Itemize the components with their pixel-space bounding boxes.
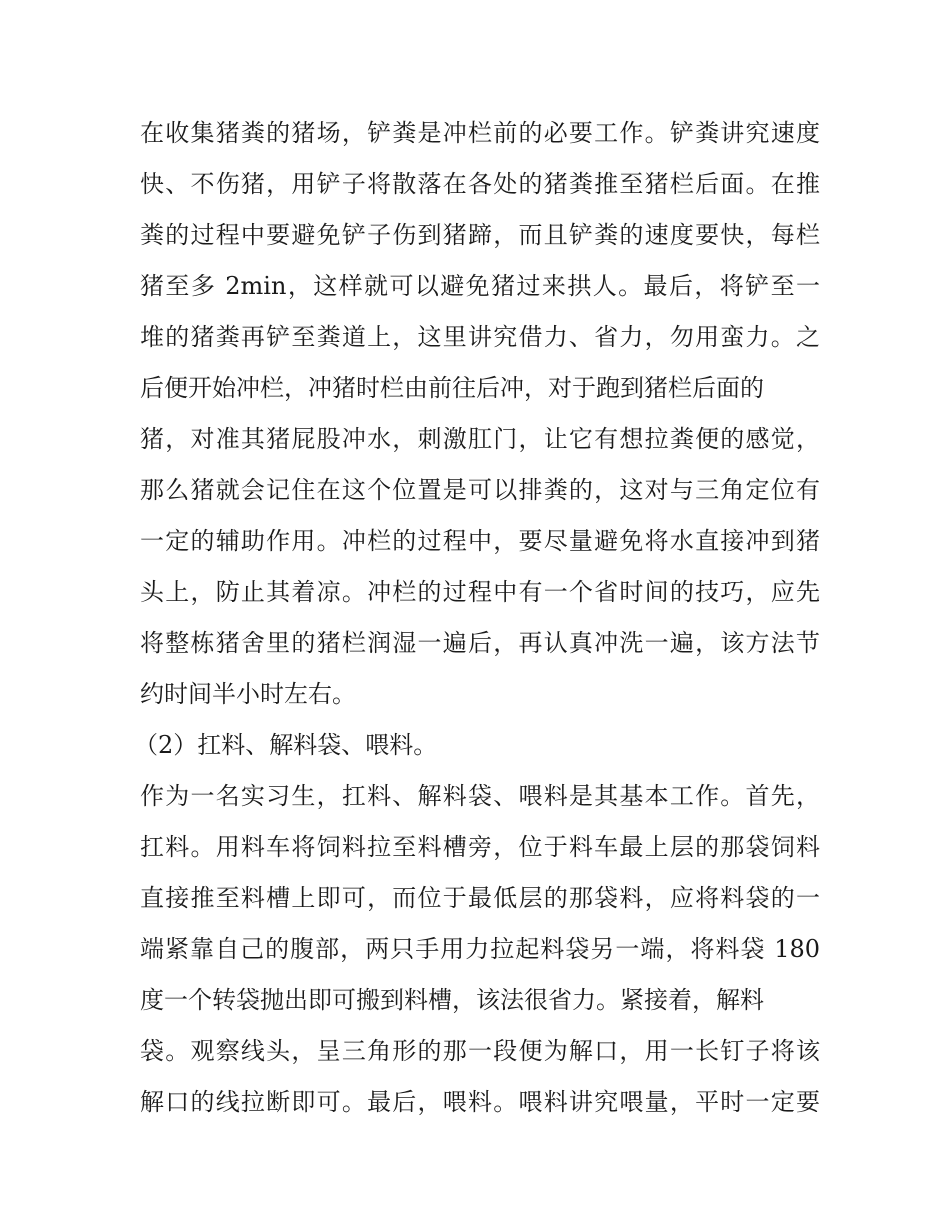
paragraph-line: 袋。观察线头，呈三角形的那一段便为解口，用一长钉子将该 bbox=[140, 1037, 820, 1065]
paragraph-line: 一定的辅助作用。冲栏的过程中，要尽量避免将水直接冲到猪 bbox=[140, 527, 820, 555]
paragraph-line: 直接推至料槽上即可，而位于最低层的那袋料，应将料袋的一 bbox=[140, 884, 820, 912]
paragraph-line: 快、不伤猪，用铲子将散落在各处的猪粪推至猪栏后面。在推 bbox=[140, 170, 820, 198]
paragraph-line: 头上，防止其着凉。冲栏的过程中有一个省时间的技巧，应先 bbox=[140, 578, 820, 606]
paragraph-line: 解口的线拉断即可。最后，喂料。喂料讲究喂量，平时一定要 bbox=[140, 1088, 820, 1116]
paragraph-line: 粪的过程中要避免铲子伤到猪蹄，而且铲粪的速度要快，每栏 bbox=[140, 221, 820, 249]
paragraph-line: 度一个转袋抛出即可搬到料槽，该法很省力。紧接着，解料 bbox=[140, 986, 764, 1014]
paragraph-line: 堆的猪粪再铲至粪道上，这里讲究借力、省力，勿用蛮力。之 bbox=[140, 323, 820, 351]
paragraph-line: 作为一名实习生，扛料、解料袋、喂料是其基本工作。首先， bbox=[140, 782, 820, 810]
paragraph-line: 猪至多 2min，这样就可以避免猪过来拱人。最后，将铲至一 bbox=[140, 272, 820, 300]
document-body bbox=[134, 108, 820, 1128]
paragraph-feeding bbox=[140, 771, 820, 1128]
paragraph-line: 将整栋猪舍里的猪栏润湿一遍后，再认真冲洗一遍，该方法节 bbox=[140, 629, 820, 657]
paragraph-line: 后便开始冲栏，冲猪时栏由前往后冲，对于跑到猪栏后面的 bbox=[140, 374, 764, 402]
paragraph-line: 扛料。用料车将饲料拉至料槽旁，位于料车最上层的那袋饲料 bbox=[140, 833, 820, 861]
paragraph-line: 约时间半小时左右。 bbox=[140, 680, 356, 708]
paragraph-line: 猪，对准其猪屁股冲水，刺激肛门，让它有想拉粪便的感觉， bbox=[140, 425, 820, 453]
paragraph-line: 端紧靠自己的腹部，两只手用力拉起料袋另一端，将料袋 180 bbox=[140, 935, 820, 963]
paragraph-line: 那么猪就会记住在这个位置是可以排粪的，这对与三角定位有 bbox=[140, 476, 820, 504]
paragraph-cleaning bbox=[140, 108, 820, 720]
section-heading: （2）扛料、解料袋、喂料。 bbox=[134, 731, 438, 759]
paragraph-line: 在收集猪粪的猪场，铲粪是冲栏前的必要工作。铲粪讲究速度 bbox=[140, 119, 820, 147]
